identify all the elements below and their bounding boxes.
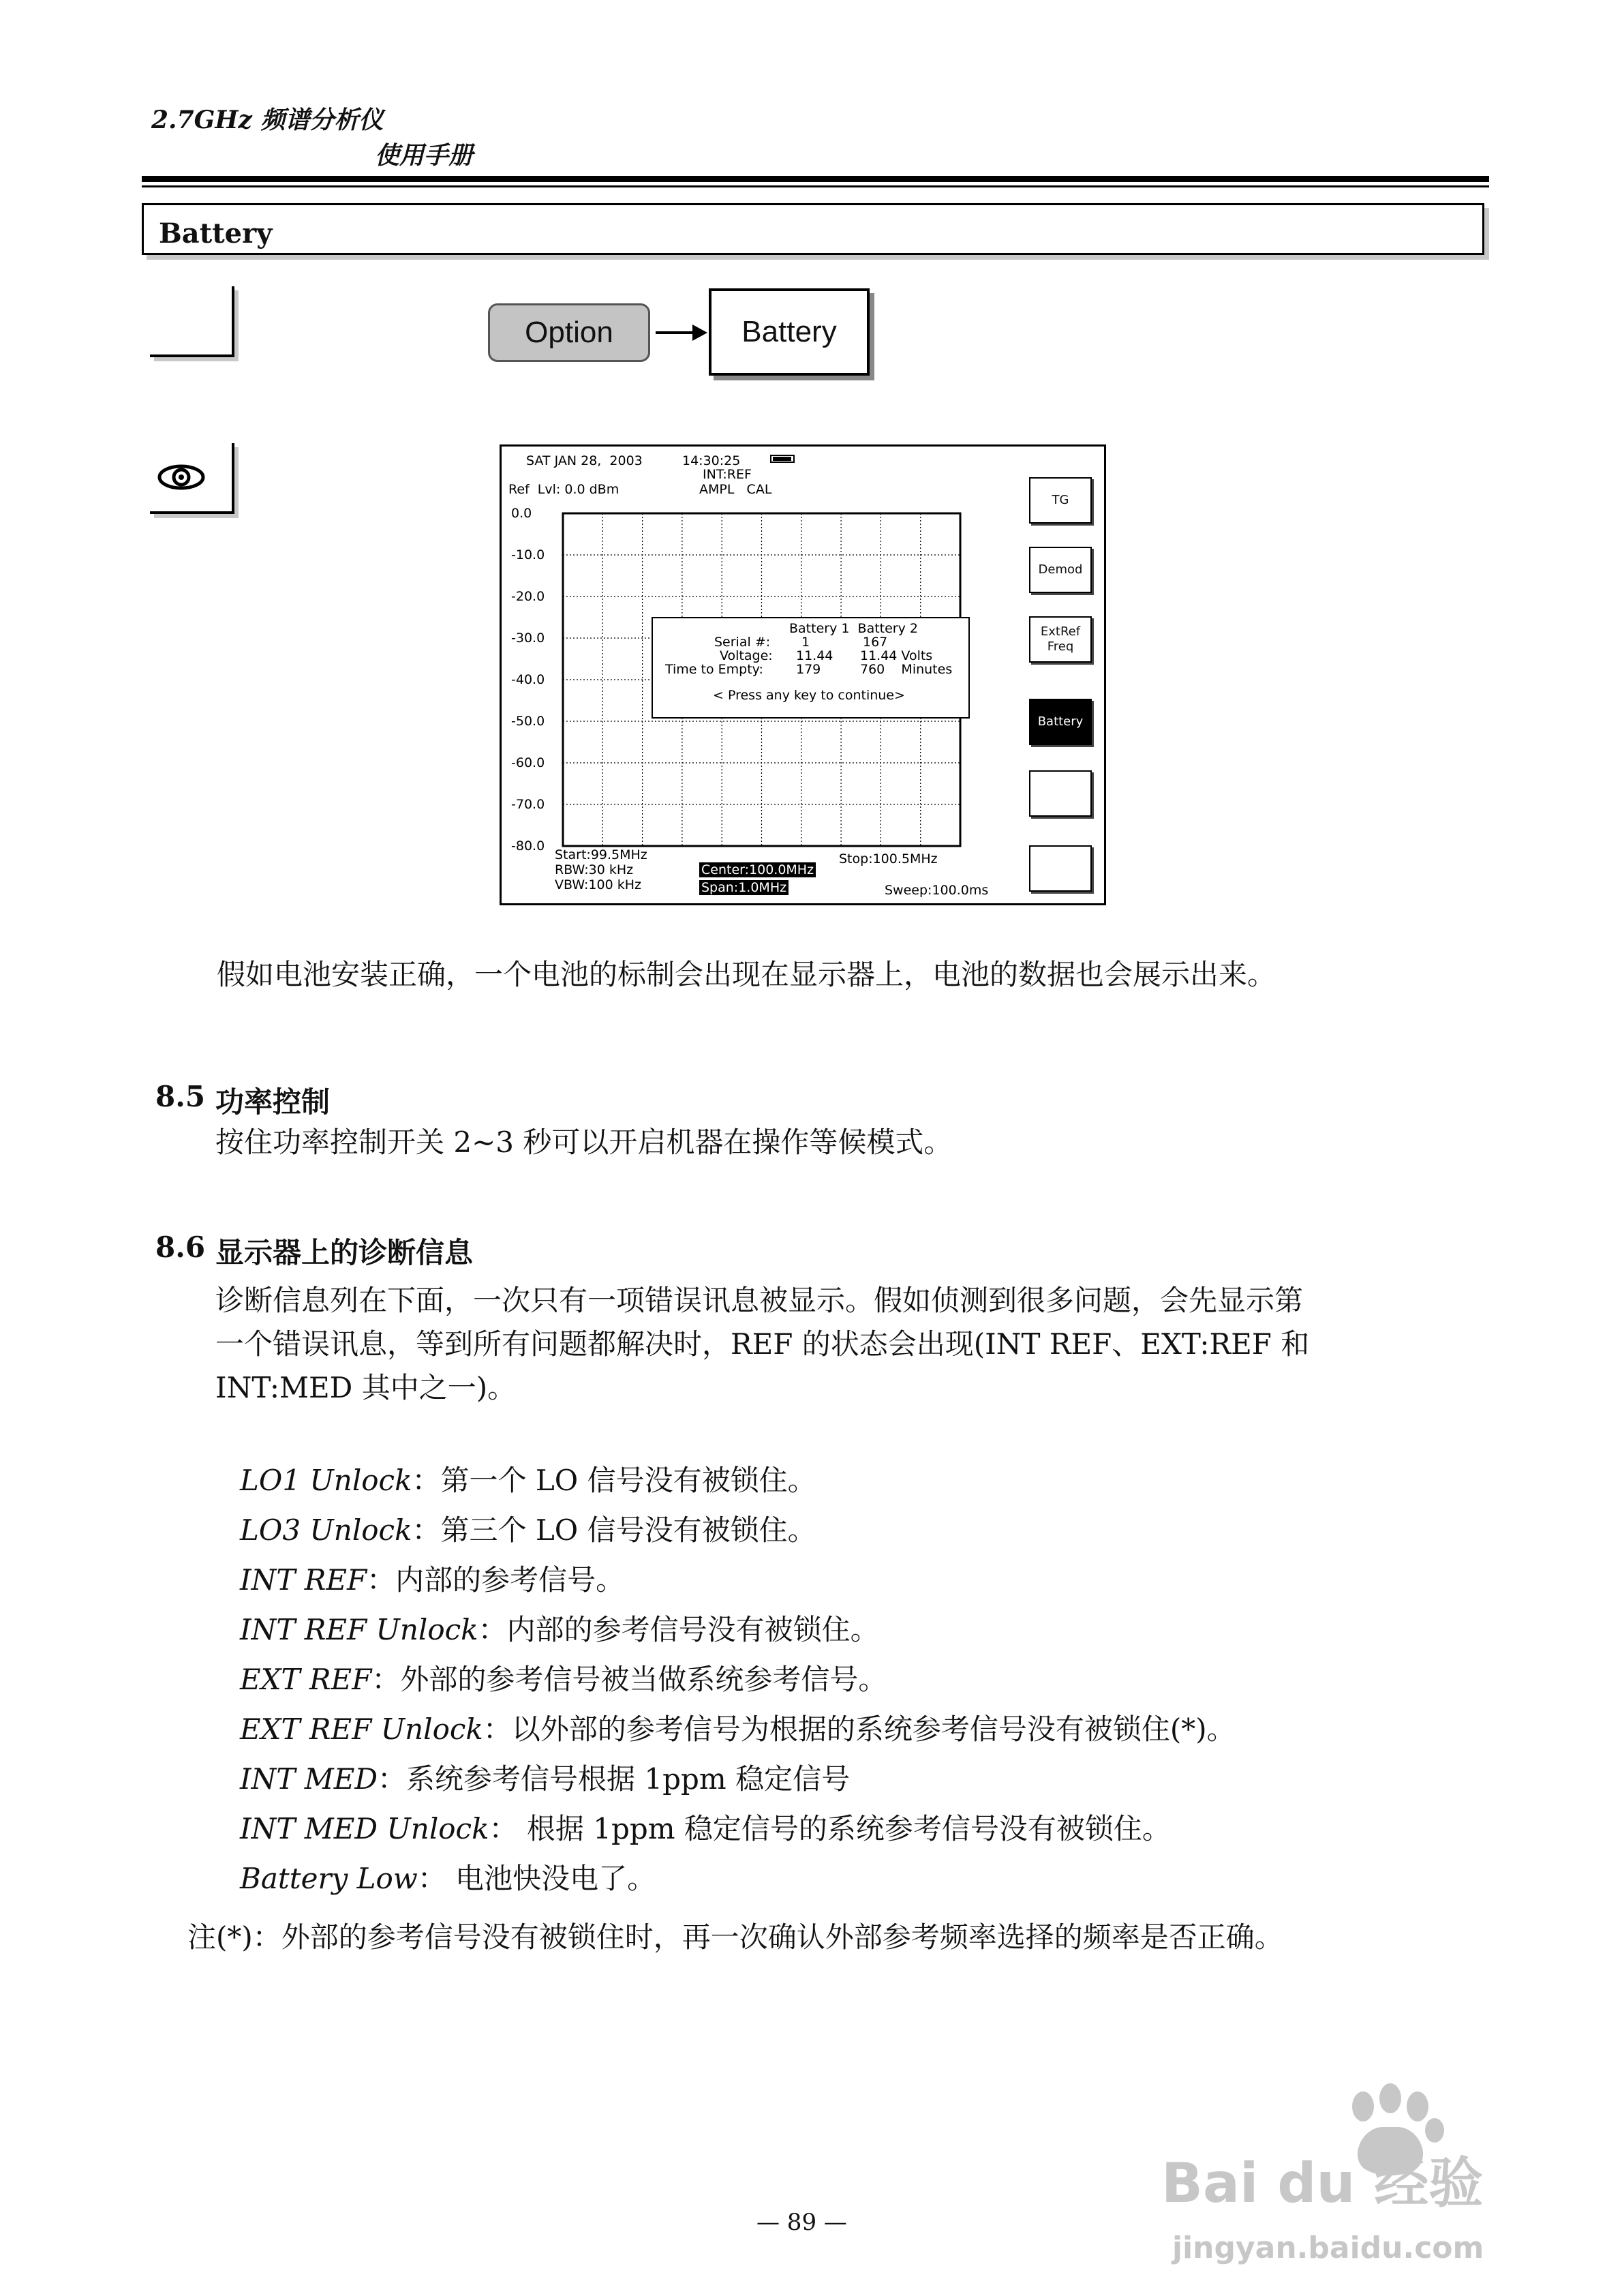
section-8-5-title: 功率控制: [215, 1085, 331, 1119]
diagnostic-term: INT REF Unlock: [240, 1613, 478, 1646]
arrow-head-icon: [692, 324, 707, 341]
diagnostic-desc: ：以外部的参考信号为根据的系统参考信号没有被锁住(*)。: [483, 1712, 1236, 1746]
diagnostic-item: [240, 1807, 1171, 1851]
screen-date: SAT JAN 28, 2003: [526, 453, 643, 468]
diagnostic-term: INT MED: [240, 1762, 378, 1796]
y-tick-label: -70.0: [511, 797, 545, 812]
section-title: Battery: [159, 217, 273, 250]
y-tick-label: -30.0: [511, 631, 545, 646]
popup-voltage-b1: 11.44: [796, 648, 833, 663]
screen-span: Span:1.0MHz: [699, 880, 789, 895]
diagnostic-term: LO3 Unlock: [240, 1513, 412, 1547]
diagnostic-desc: ：内部的参考信号。: [367, 1563, 625, 1597]
y-tick-label: -20.0: [511, 589, 545, 604]
header-rule-thin: [142, 185, 1489, 187]
screen-stop: Stop:100.5MHz: [839, 851, 938, 866]
softkey-battery[interactable]: Battery: [1029, 699, 1092, 745]
popup-time-b1: 179: [796, 662, 821, 677]
softkey-blank-2[interactable]: [1029, 845, 1092, 892]
y-tick-label: -10.0: [511, 547, 545, 562]
diagnostic-item: [240, 1608, 879, 1652]
screen-vbw: VBW:100 kHz: [555, 877, 641, 892]
y-tick-label: -40.0: [511, 672, 545, 687]
header-rule: [142, 176, 1489, 182]
diagnostic-item: [240, 1558, 624, 1602]
diagnostic-item: [240, 1509, 816, 1552]
diagnostic-item: [240, 1658, 887, 1702]
screen-start: Start:99.5MHz: [555, 847, 647, 862]
softkey-tg[interactable]: TG: [1029, 477, 1092, 524]
screen-time: 14:30:25: [682, 453, 741, 468]
battery-info-popup: [652, 617, 970, 719]
section-8-5-number: 8.5: [155, 1080, 206, 1113]
popup-footer: < Press any key to continue>: [713, 688, 905, 703]
diagnostic-desc: ： 电池快没电了。: [417, 1862, 656, 1895]
diagnostic-term: EXT REF Unlock: [240, 1712, 483, 1746]
y-tick-label: -50.0: [511, 714, 545, 729]
baidu-watermark: [1159, 2079, 1486, 2270]
screen-ref-level: Ref Lvl: 0.0 dBm: [508, 482, 619, 497]
popup-time-b2: 760 Minutes: [860, 662, 953, 677]
softkey-demod[interactable]: Demod: [1029, 547, 1092, 593]
arrow-right-icon: [656, 331, 695, 334]
battery-softkey[interactable]: Battery: [709, 288, 870, 376]
analyzer-screen: [500, 444, 1106, 905]
screen-int-ref: INT:REF: [703, 467, 752, 482]
diagnostic-desc: ：系统参考信号根据 1ppm 稳定信号: [378, 1762, 851, 1796]
popup-serial-label: Serial #:: [714, 635, 771, 650]
battery-description: 假如电池安装正确，一个电池的标制会出现在显示器上，电池的数据也会展示出来。: [217, 958, 1276, 991]
popup-voltage-b2: 11.44 Volts: [860, 648, 933, 663]
popup-voltage-label: Voltage:: [720, 648, 773, 663]
y-tick-label: -60.0: [511, 755, 545, 770]
key-icon: [150, 286, 234, 357]
diagnostic-item: [240, 1757, 850, 1801]
section-8-6-line-3: INT:MED 其中之一)。: [215, 1371, 517, 1404]
screen-sweep: Sweep:100.0ms: [885, 883, 989, 898]
watermark-url: jingyan.baidu.com: [1172, 2231, 1484, 2265]
softkey-blank-1[interactable]: [1029, 770, 1092, 817]
diagnostic-term: INT MED Unlock: [240, 1812, 489, 1845]
softkey-extref-freq[interactable]: ExtRef Freq: [1029, 616, 1092, 663]
section-title-box: [142, 203, 1484, 255]
screen-rbw: RBW:30 kHz: [555, 862, 634, 877]
option-key[interactable]: Option: [488, 303, 650, 362]
diagnostic-desc: ： 根据 1ppm 稳定信号的系统参考信号没有被锁住。: [489, 1812, 1171, 1845]
eye-icon: [155, 461, 207, 494]
watermark-brand: Bai du 经验: [1161, 2151, 1484, 2215]
diagnostic-item: [240, 1708, 1236, 1751]
diagnostic-item: [240, 1459, 816, 1502]
header-subtitle: 使用手册: [375, 141, 474, 170]
popup-serial-b1: 1: [801, 635, 810, 650]
screen-ampl-cal: AMPL CAL: [699, 482, 772, 497]
diagnostic-desc: ：第三个 LO 信号没有被锁住。: [412, 1513, 816, 1547]
header-title: 2.7GHz 频谱分析仪: [151, 106, 384, 134]
diagnostic-desc: ：外部的参考信号被当做系统参考信号。: [371, 1663, 887, 1696]
page-number: — 89 —: [756, 2209, 847, 2236]
section-8-6-line-1: 诊断信息列在下面，一次只有一项错误讯息被显示。假如侦测到很多问题，会先显示第: [215, 1284, 1304, 1317]
diagnostic-term: INT REF: [240, 1563, 367, 1597]
diagnostic-term: EXT REF: [240, 1663, 372, 1696]
section-8-6-number: 8.6: [155, 1230, 206, 1264]
diagnostic-term: Battery Low: [240, 1862, 418, 1895]
section-8-5-text: 按住功率控制开关 2~3 秒可以开启机器在操作等候模式。: [215, 1126, 953, 1159]
footnote: 注(*)：外部的参考信号没有被锁住时，再一次确认外部参考频率选择的频率是否正确。: [187, 1920, 1283, 1954]
diagnostic-item: [240, 1857, 656, 1901]
screen-center: Center:100.0MHz: [699, 862, 816, 877]
y-tick-label: 0.0: [511, 506, 532, 521]
popup-time-label: Time to Empty:: [665, 662, 763, 677]
diagnostic-term: LO1 Unlock: [240, 1464, 412, 1497]
section-8-6-title: 显示器上的诊断信息: [215, 1236, 474, 1269]
section-8-6-line-2: 一个错误讯息，等到所有问题都解决时，REF 的状态会出现(INT REF、EXT:REF 和: [215, 1327, 1310, 1361]
popup-header: Battery 1 Battery 2: [789, 621, 918, 636]
y-tick-label: -80.0: [511, 839, 545, 854]
popup-serial-b2: 167: [863, 635, 888, 650]
diagnostic-desc: ：内部的参考信号没有被锁住。: [478, 1613, 879, 1646]
diagnostic-desc: ：第一个 LO 信号没有被锁住。: [412, 1464, 816, 1497]
